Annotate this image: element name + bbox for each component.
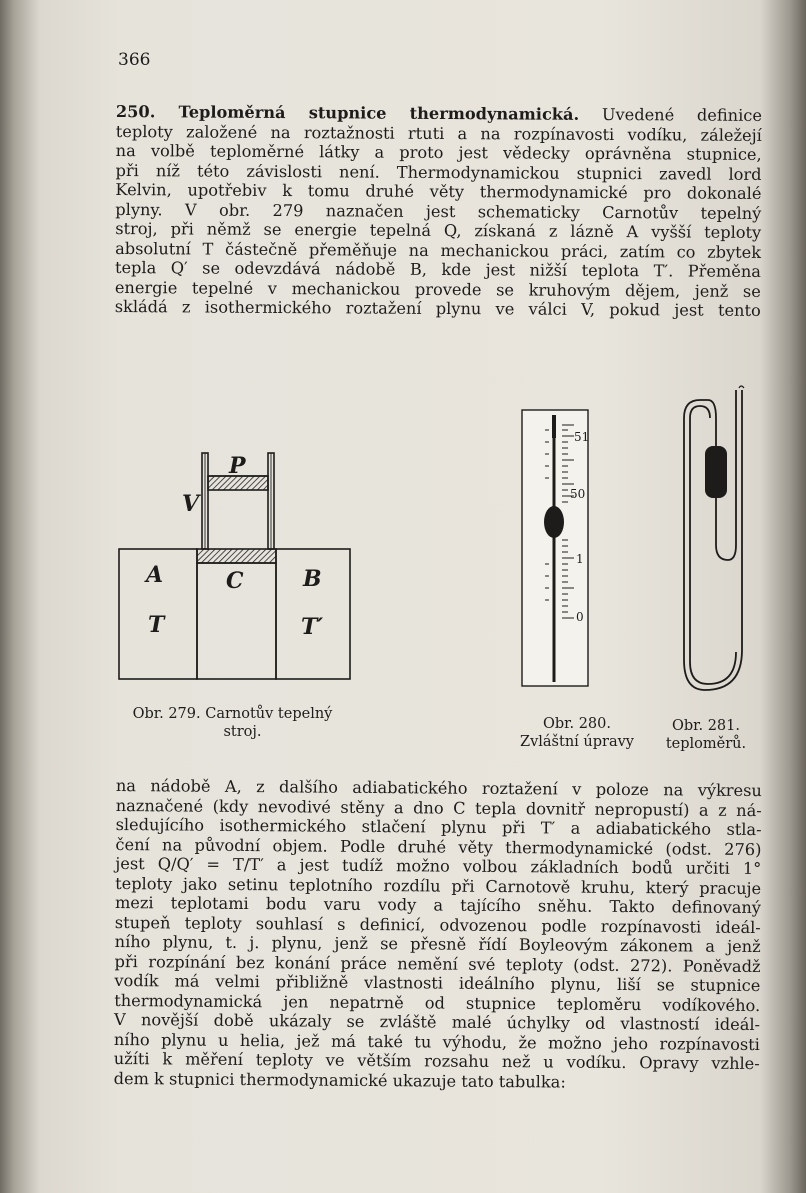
label-a: A bbox=[146, 562, 164, 588]
text-line: mezi teplotami bodu varu vody a tajícího sněhu. Takto definovaný bbox=[114, 892, 762, 918]
figure-281-u-tube bbox=[684, 386, 744, 690]
scale-label: 0 bbox=[576, 610, 584, 624]
text-line: plyny. V obr. 279 naznačen jest schematicky Carnotův tepelný bbox=[115, 199, 762, 223]
paragraph-2 bbox=[114, 776, 762, 1093]
text-line: stupeň teploty souhlasí s definicí, odvozenou podle rozpínavosti ideál- bbox=[114, 912, 761, 937]
text-line: tepla Q′ se odevzdává nádobě B, kde jest nižší teplota T′. Přeměna bbox=[114, 257, 762, 281]
scale-label: 50 bbox=[570, 487, 586, 501]
text-line: jest Q/Q′ = T/T′ a jest tudíž možno volbou základních bodů určiti 1° bbox=[115, 853, 762, 879]
text-line: V novější době ukázaly se zvláště malé úchylky od vlastností ideál- bbox=[114, 1009, 761, 1035]
label-t-prime: T′ bbox=[301, 614, 324, 640]
caption-figure-279: Obr. 279. Carnotův tepelný stroj. bbox=[132, 706, 333, 740]
text-line: thermodynamická jen nepatrně od stupnice teploměru vodíkového. bbox=[114, 990, 761, 1015]
label-t: T bbox=[148, 612, 165, 638]
figure-280-thermometer bbox=[522, 410, 588, 686]
label-c: C bbox=[226, 568, 244, 594]
text-line: na volbě teploměrné látky a proto jest vědecky oprávněna stupnice, bbox=[115, 140, 762, 164]
text-line: stroj, při němž se energie tepelná Q, získaná z lázně A vyšší teploty bbox=[115, 218, 762, 242]
text-line: 250. Teploměrná stupnice thermodynamická. Uvedené definice bbox=[115, 102, 762, 125]
text-line: naznačené (kdy nevodivé stěny a dno C tepla dovnitř nepropustí) a z ná- bbox=[115, 795, 762, 820]
text-line: Kelvin, upotřebiv k tomu druhé věty thermodynamické pro dokonalé bbox=[115, 179, 762, 203]
text-line: skládá z isothermického roztažení plynu ve válci V, pokud jest tento bbox=[114, 296, 761, 320]
label-b: B bbox=[303, 566, 322, 592]
text-line: teploty jako setinu teplotního rozdílu při Carnotově kruhu, který pracuje bbox=[115, 873, 762, 898]
text-line: ního plynu, t. j. plynu, jenž se přesně řídí Boyleovým zákonem a jenž bbox=[114, 931, 761, 957]
text-line: absolutní T částečně přeměňuje na mechanickou práci, zatím co zbytek bbox=[115, 238, 762, 262]
caption-figure-281: Obr. 281. teploměrů. bbox=[665, 718, 747, 752]
caption-figure-280: Obr. 280. Zvláštní úpravy bbox=[520, 716, 634, 750]
text-line: dem k stupnici thermodynamické ukazuje tato tabulka: bbox=[113, 1068, 566, 1092]
text-line: při níž této závislosti není. Thermodynamickou stupnici zavedl lord bbox=[115, 160, 762, 184]
text-line: užíti k měření teploty ve větším rozsahu než u vodíku. Opravy vzhle- bbox=[113, 1048, 760, 1074]
text-line: při rozpínání bez konání práce nemění své teploty (odst. 272). Poněvadž bbox=[114, 951, 761, 976]
text-line: vodík má velmi přibližně vlastnosti ideálního plynu, liší se stupnice bbox=[114, 970, 761, 996]
label-p: P bbox=[229, 453, 246, 479]
page-number: 366 bbox=[118, 50, 151, 70]
text-line: na nádobě A, z dalšího adiabatického roztažení v poloze na výkresu bbox=[115, 776, 762, 801]
section-heading: 250. Teploměrná stupnice thermodynamická. bbox=[115, 102, 580, 124]
text-line: teploty založené na roztažnosti rtuti a na rozpínavosti vodíku, záležejí bbox=[115, 121, 762, 145]
text-line: ního plynu u helia, jež má také tu výhodu, že možno jeho rozpínavosti bbox=[113, 1029, 760, 1054]
label-v: V bbox=[182, 491, 200, 517]
text-line: čení na původní objem. Podle druhé věty thermodynamické (odst. 276) bbox=[115, 834, 762, 859]
text-line: sledujícího isothermického stlačení plynu při T′ a adiabatického stla- bbox=[115, 814, 762, 840]
text-line: energie tepelné v mechanickou provede se kruhovým dějem, jenž se bbox=[114, 277, 761, 301]
scale-label: 51 bbox=[574, 430, 590, 444]
scale-label: 1 bbox=[576, 552, 584, 566]
